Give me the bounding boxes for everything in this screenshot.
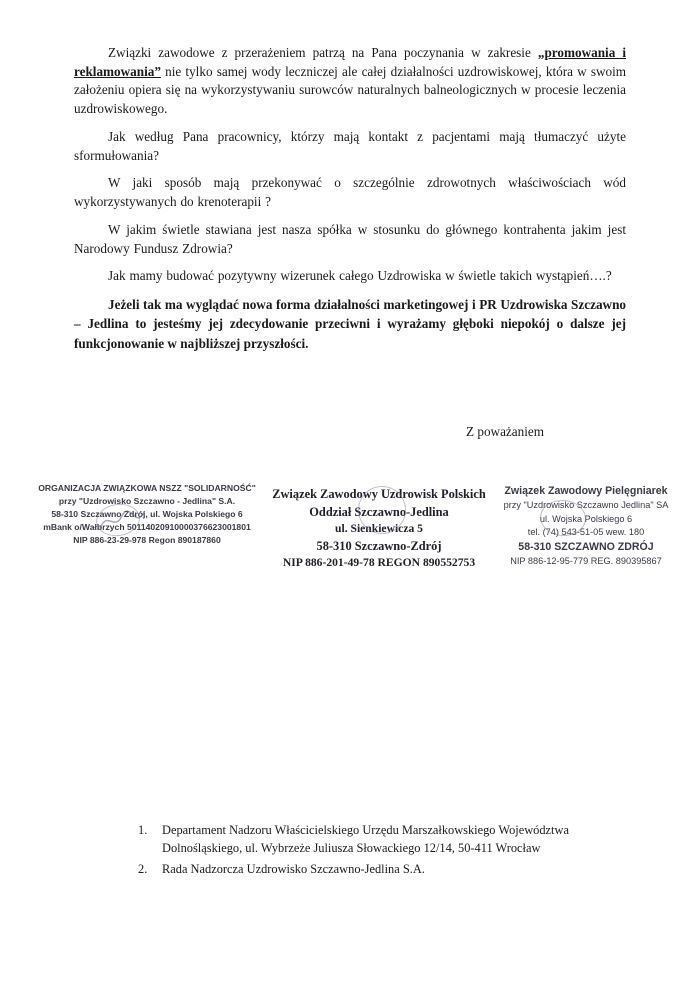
document-body xyxy=(74,44,626,353)
stamp-pielegniarek-line3: ul. Wojska Polskiego 6 xyxy=(539,513,633,524)
distribution-list xyxy=(138,822,638,882)
stamp-solidarnosc-line3: 58-310 Szczawno Zdrój, ul. Wojska Polskiego 6 xyxy=(51,508,243,519)
list-item xyxy=(138,861,638,879)
list-item-text-line1: Rada Nadzorcza Uzdrowisko Szczawno-Jedlina S.A. xyxy=(162,861,425,876)
stamp-zzup xyxy=(268,486,490,572)
stamp-pielegniarek-line1: Związek Zawodowy Pielęgniarek xyxy=(504,485,668,497)
list-item-number: 1. xyxy=(138,823,148,837)
paragraph-5: Jak mamy budować pozytywny wizerunek całego Uzdrowiska w świetle takich wystąpień….? xyxy=(108,268,612,284)
list-item-text-line1: Departament Nadzoru Właścicielskiego Urzędu Marszałkowskiego Województwa xyxy=(162,823,569,837)
stamp-pielegniarek xyxy=(480,484,692,569)
list-item xyxy=(138,822,638,858)
list-item-text-line2: Dolnośląskiego, ul. Wybrzeże Juliusza Słowackiego 12/14, 50-411 Wrocław xyxy=(162,840,541,855)
paragraph-1 xyxy=(74,44,626,119)
stamp-solidarnosc-line4: mBank o/Wałbrzych 50114020910000376623001801 xyxy=(43,521,251,532)
list-item-text xyxy=(162,822,638,858)
stamp-zzup-line2: Oddział Szczawno-Jedlina xyxy=(309,504,449,519)
paragraph-1-rest: nie tylko samej wody leczniczej ale całej działalności uzdrowiskowej, która w swoim założeniu opiera się na wykorzystywaniu surowców naturalnych balneologicznych w procesie leczenia uzdrowiskowego. xyxy=(74,63,626,117)
stamp-zzup-line4: 58-310 Szczawno-Zdrój xyxy=(316,538,442,553)
stamp-pielegniarek-line4: tel. (74) 543-51-05 wew. 180 xyxy=(527,527,645,538)
stamp-pielegniarek-line6: NIP 886-12-95-779 REG. 890395867 xyxy=(510,556,662,567)
stamp-solidarnosc-line2: przy "Uzdrowisko Szczawno - Jedlina" S.A. xyxy=(58,495,236,506)
closing-salutation: Z poważaniem xyxy=(466,424,544,439)
stamp-solidarnosc-line1: ORGANIZACJA ZWIĄZKOWA NSZZ "SOLIDARNOŚĆ" xyxy=(38,483,256,493)
stamp-pielegniarek-line2: przy "Uzdrowisko Szczawno Jedlina" SA xyxy=(503,500,669,511)
stamp-pielegniarek-line5: 58-310 SZCZAWNO ZDRÓJ xyxy=(518,540,654,553)
paragraph-1-emphasis: „promowania i reklamowania” xyxy=(74,45,626,79)
stamp-zzup-line3: ul. Sienkiewicza 5 xyxy=(335,522,423,536)
paragraph-3: W jaki sposób mają przekonywać o szczególnie zdrowotnych właściwościach wód wykorzystywanych do krenoterapii ? xyxy=(74,175,626,210)
stamp-zzup-line1: Związek Zawodowy Uzdrowisk Polskich xyxy=(272,487,486,501)
stamp-solidarnosc xyxy=(36,482,258,546)
list-item-number: 2. xyxy=(138,861,148,876)
stamp-zzup-line5: NIP 886-201-49-78 REGON 890552753 xyxy=(282,556,476,570)
paragraph-bold-statement: Jeżeli tak ma wyglądać nowa forma działalności marketingowej i PR Uzdrowiska Szczawno – Jedlina to jesteśmy jej zdecydowanie przeciwni i wyrażamy głęboki niepokój o dalsze jej funkcjonowanie w najbliższej przyszłości. xyxy=(74,297,626,351)
paragraph-4: W jakim świetle stawiana jest nasza spółka w stosunku do głównego kontrahenta jakim jest Narodowy Fundusz Zdrowia? xyxy=(74,221,626,256)
paragraph-2: Jak według Pana pracownicy, którzy mają kontakt z pacjentami mają tłumaczyć użyte sformułowania? xyxy=(74,128,626,163)
paragraph-1-lead: Związki zawodowe z przerażeniem patrzą na Pana poczynania w zakresie xyxy=(108,45,538,60)
list-item-text xyxy=(162,861,638,879)
stamp-solidarnosc-line5: NIP 886-23-29-978 Regon 890187860 xyxy=(73,534,221,545)
